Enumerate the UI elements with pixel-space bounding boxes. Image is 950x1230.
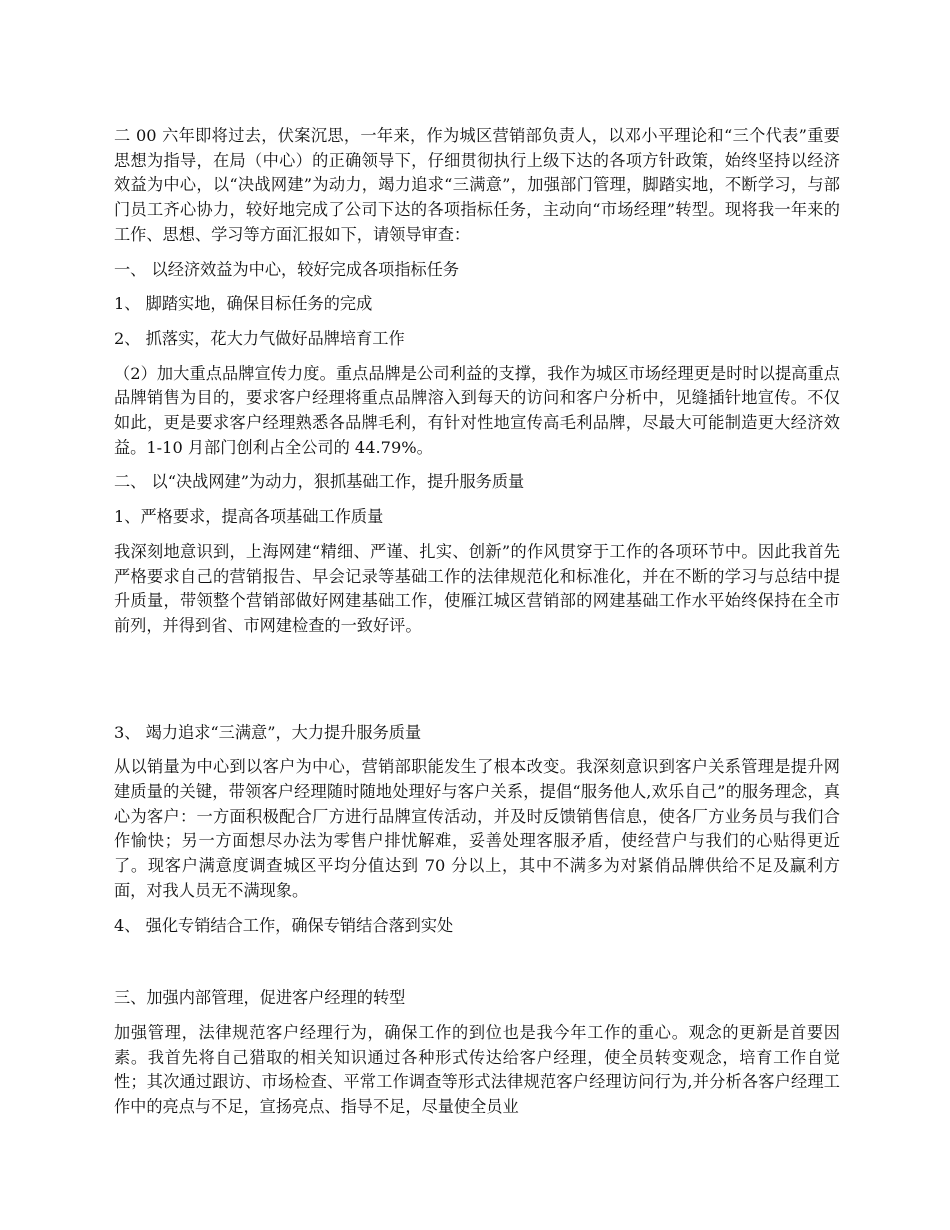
blank-space — [114, 649, 840, 721]
section-2-heading: 二、 以“决战网建”为动力，狠抓基础工作，提升服务质量 — [114, 472, 525, 492]
section-2-item-4: 4、 强化专销结合工作，确保专销结合落到实处 — [114, 915, 454, 935]
section-2-item-3: 3、 竭力追求“三满意”，大力提升服务质量 — [114, 722, 422, 742]
section-3-heading: 三、加强内部管理，促进客户经理的转型 — [114, 988, 406, 1008]
section-3-paragraph: 加强管理，法律规范客户经理行为，确保工作的到位也是我今年工作的重心。观念的更新是首要因素。我首先将自己猎取的相关知识通过各种形式传达给客户经理，使全员转变观念，培育工作自觉性；其次通过跟访、市场检查、平常工作调查等形式法律规范客户经理访问行为,并分析各客户经理工作中的亮点与不足，宣扬亮点、指导不足，尽量使全员业 — [114, 1022, 840, 1117]
section-1-item-2-paragraph: （2）加大重点品牌宣传力度。重点品牌是公司利益的支撑，我作为城区市场经理更是时时以提高重点品牌销售为目的，要求客户经理将重点品牌溶入到每天的访问和客户分析中，见缝插针地宣传。不仅如此，更是要求客户经理熟悉各品牌毛利，有针对性地宣传高毛利品牌，尽最大可能制造更大经济效益。1-10 月部门创利占全公司的 44.79%。 — [114, 363, 840, 457]
section-2-item-1-paragraph: 我深刻地意识到，上海网建“精细、严谨、扎实、创新”的作风贯穿于工作的各项环节中。因此我首先严格要求自己的营销报告、早会记录等基础工作的法律规范化和标准化，并在不断的学习与总结中提升质量，带领整个营销部做好网建基础工作，使雁江城区营销部的网建基础工作水平始终保持在全市前列，并得到省、市网建检查的一致好评。 — [114, 541, 840, 635]
section-1-heading: 一、 以经济效益为中心，较好完成各项指标任务 — [114, 259, 460, 279]
section-1-item-1: 1、 脚踏实地，确保目标任务的完成 — [114, 294, 373, 314]
intro-paragraph: 二 00 六年即将过去，伏案沉思，一年来，作为城区营销部负责人，以邓小平理论和“三个代表”重要思想为指导，在局（中心）的正确领导下，仔细贯彻执行上级下达的各项方针政策，始终坚持以经济效益为中心，以“决战网建”为动力，竭力追求“三满意”，加强部门管理，脚踏实地，不断学习，与部门员工齐心协力，较好地完成了公司下达的各项指标任务，主动向“市场经理”转型。现将我一年来的工作、思想、学习等方面汇报如下，请领导审查： — [114, 126, 840, 244]
section-2-item-3-paragraph: 从以销量为中心到以客户为中心，营销部职能发生了根本改变。我深刻意识到客户关系管理是提升网建质量的关键，带领客户经理随时随地处理好与客户关系，提倡“服务他人,欢乐自己”的服务理念，真心为客户：一方面积极配合厂方进行品牌宣传活动，并及时反馈销售信息，使各厂方业务员与我们合作愉快；另一方面想尽办法为零售户排忧解难，妥善处理客服矛盾，使经营户与我们的心贴得更近了。现客户满意度调查城区平均分值达到 70 分以上，其中不满多为对紧俏品牌供给不足及赢利方面，对我人员无不满现象。 — [114, 757, 840, 900]
section-2-item-1: 1、严格要求，提高各项基础工作质量 — [114, 507, 384, 527]
blank-space — [114, 948, 840, 986]
section-1-item-2: 2、 抓落实，花大力气做好品牌培育工作 — [114, 328, 405, 348]
